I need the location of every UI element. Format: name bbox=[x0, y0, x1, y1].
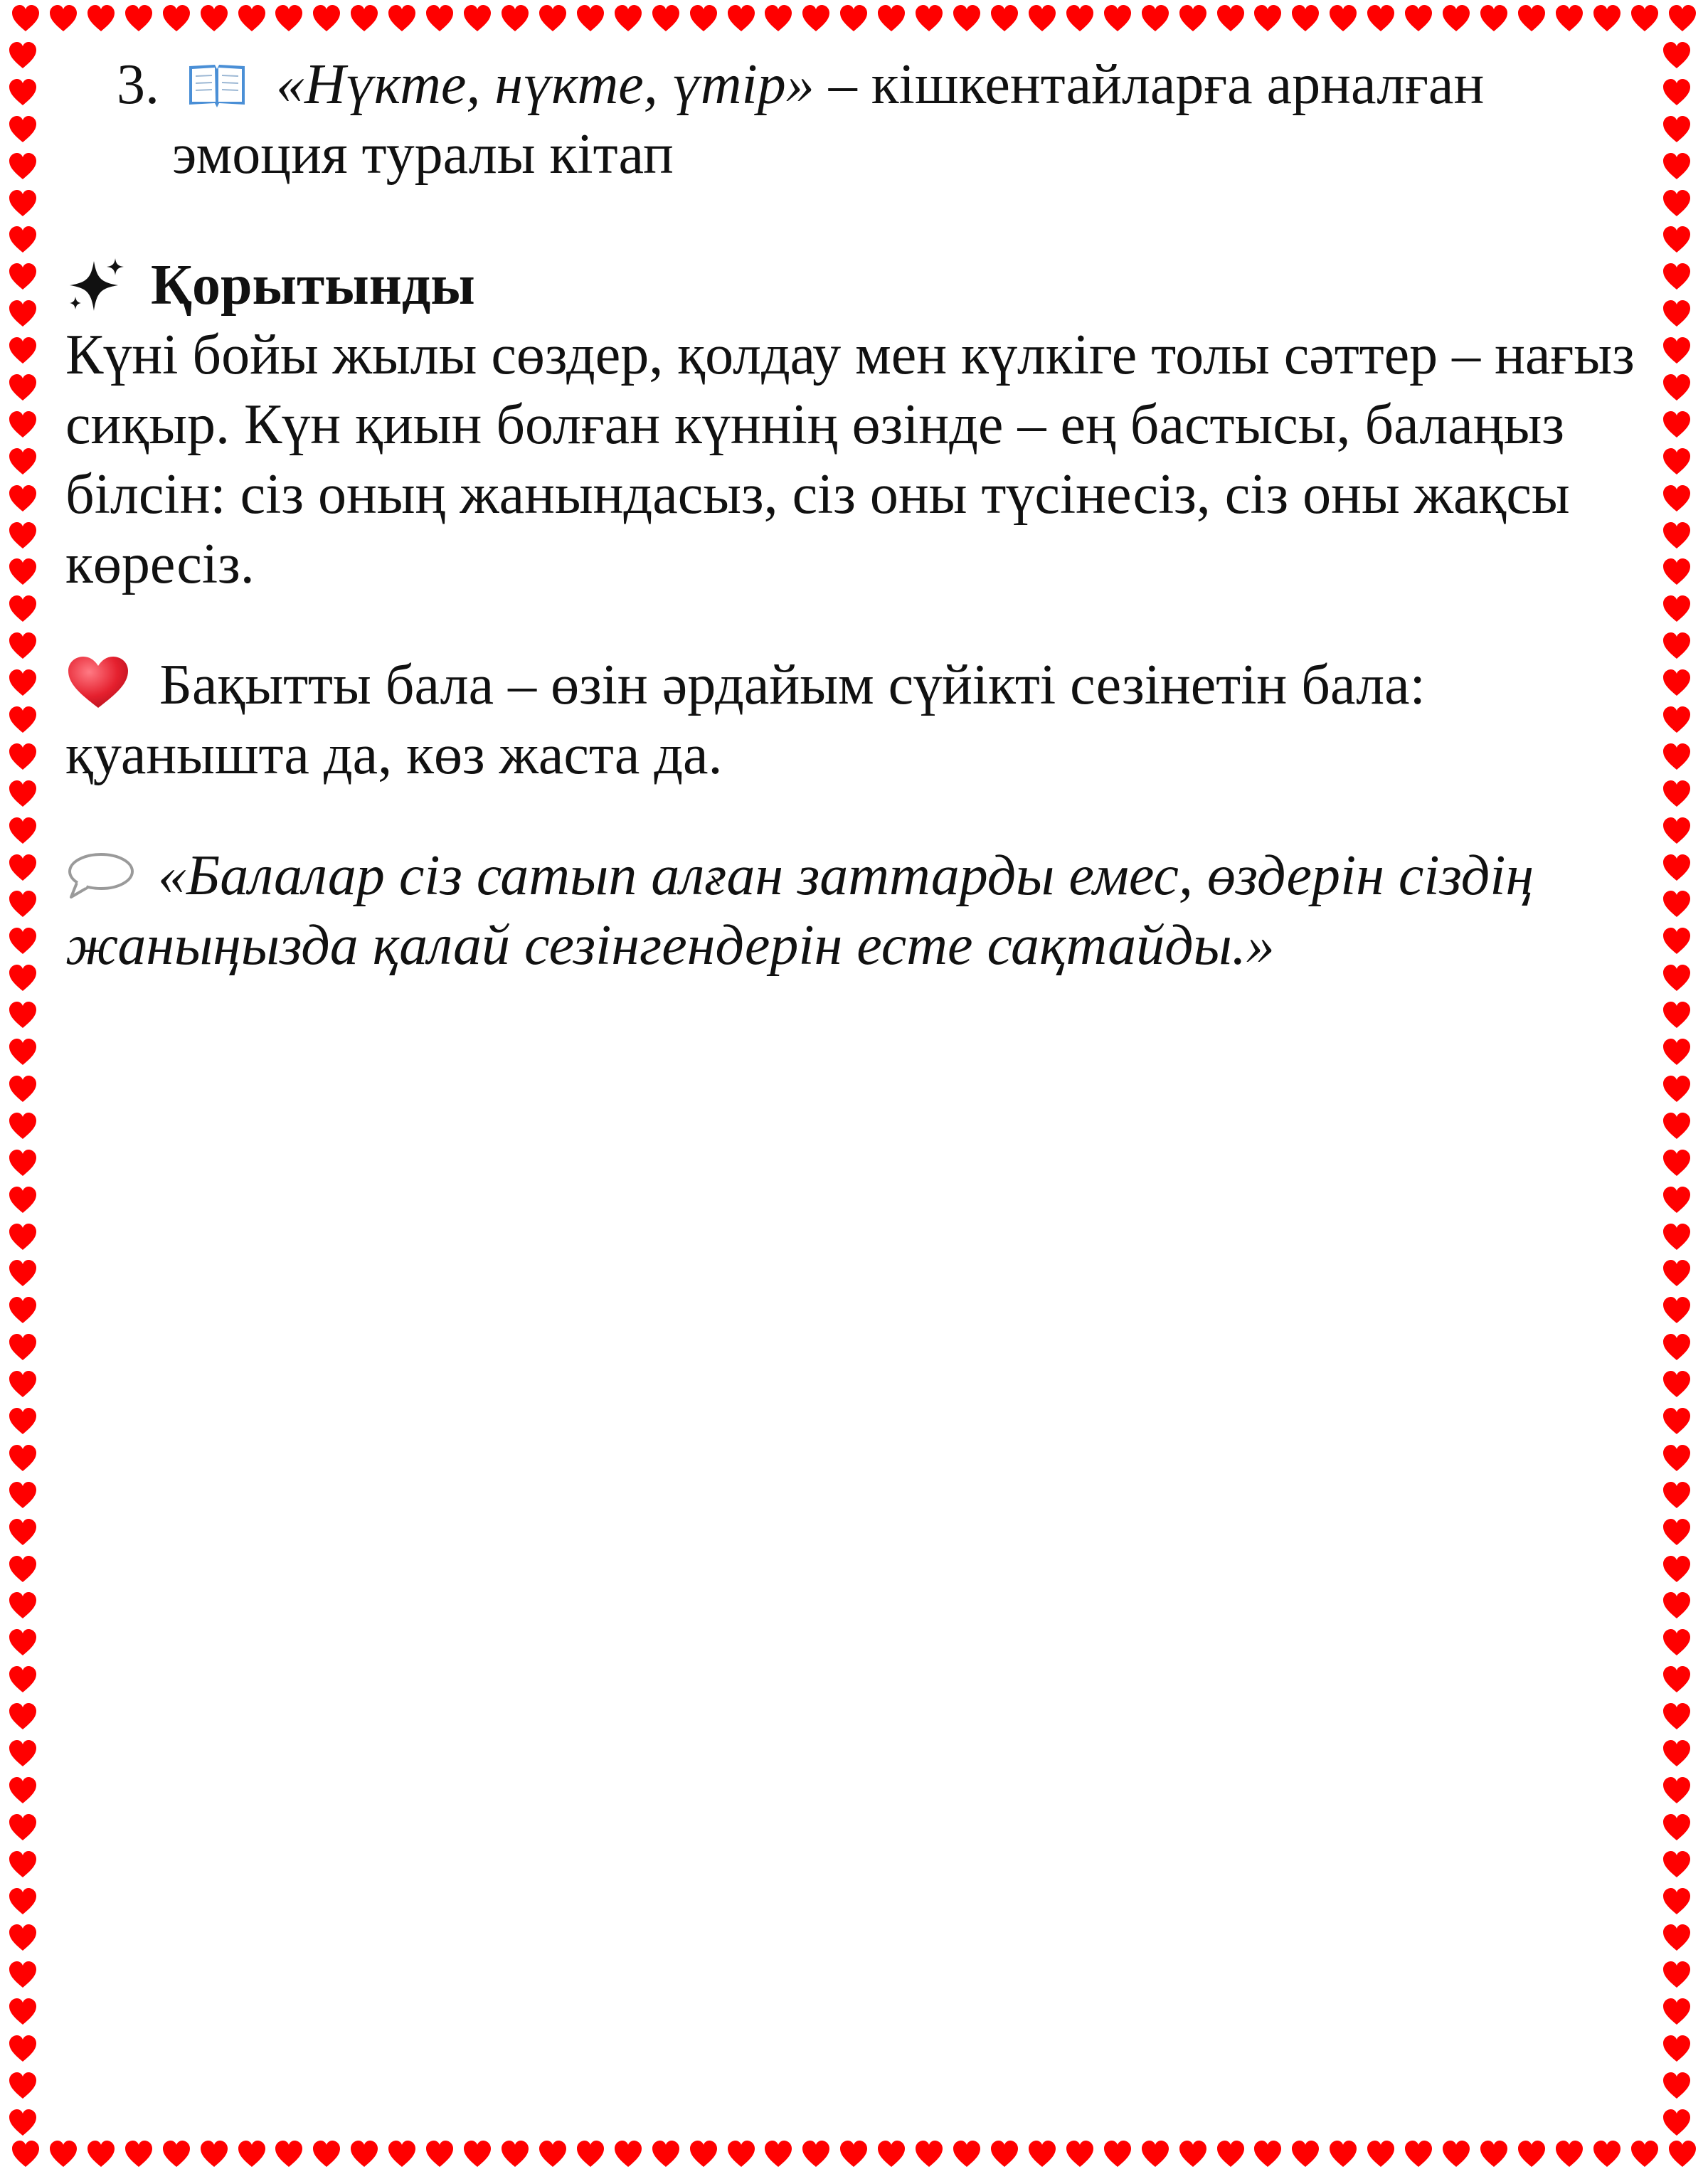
heart-icon bbox=[349, 3, 380, 34]
heart-icon bbox=[575, 2138, 606, 2170]
heart-icon bbox=[7, 852, 38, 884]
heart-icon bbox=[7, 1037, 38, 1068]
heart-icon bbox=[7, 1701, 38, 1732]
heart-icon bbox=[612, 2138, 644, 2170]
heart-icon bbox=[7, 372, 38, 403]
page-content bbox=[65, 50, 1645, 980]
heart-icon bbox=[1667, 2138, 1698, 2170]
heart-icon bbox=[7, 151, 38, 182]
heart-icon bbox=[1661, 1443, 1692, 1474]
heart-icon bbox=[7, 1554, 38, 1585]
heart-icon bbox=[1661, 188, 1692, 219]
book-description-cont: эмоция туралы кітап bbox=[172, 123, 674, 186]
heart-icon bbox=[1661, 1922, 1692, 1953]
heart-icon bbox=[1102, 2138, 1133, 2170]
heart-icon bbox=[1661, 2107, 1692, 2138]
heart-icon bbox=[7, 556, 38, 588]
heart-icon bbox=[7, 1258, 38, 1289]
heart-icon bbox=[876, 3, 907, 34]
heart-icon bbox=[1441, 2138, 1472, 2170]
heart-icon bbox=[7, 224, 38, 255]
conclusion-heading bbox=[65, 250, 1645, 320]
heart-icon bbox=[951, 2138, 982, 2170]
heart-icon bbox=[1661, 520, 1692, 551]
happy-child-paragraph bbox=[65, 650, 1645, 790]
heart-icon bbox=[424, 2138, 455, 2170]
heart-icon bbox=[989, 3, 1020, 34]
heart-icon bbox=[876, 2138, 907, 2170]
heart-icon bbox=[1661, 1295, 1692, 1326]
heart-icon bbox=[1252, 3, 1283, 34]
list-number: 3. bbox=[117, 53, 159, 116]
heart-icon bbox=[1629, 2138, 1660, 2170]
heart-icon bbox=[1661, 2070, 1692, 2101]
heart-icon bbox=[7, 1184, 38, 1216]
heart-icon bbox=[650, 3, 681, 34]
heart-icon bbox=[7, 1775, 38, 1806]
happy-child-text: Бақытты бала – өзін әрдайым сүйікті сезінетін бала: қуанышта да, көз жаста да. bbox=[65, 654, 1426, 786]
heart-icon bbox=[1661, 1147, 1692, 1179]
heart-icon bbox=[462, 3, 493, 34]
heart-icon bbox=[1365, 2138, 1396, 2170]
heart-icon bbox=[1661, 40, 1692, 71]
heart-icon bbox=[1554, 2138, 1585, 2170]
heart-icon bbox=[7, 114, 38, 145]
heart-icon bbox=[386, 3, 418, 34]
heart-icon bbox=[1290, 2138, 1321, 2170]
heart-icon bbox=[386, 2138, 418, 2170]
heart-icon bbox=[499, 2138, 531, 2170]
heart-icon bbox=[1661, 1184, 1692, 1216]
quote-paragraph bbox=[65, 841, 1645, 980]
red-heart-icon bbox=[65, 654, 131, 711]
heart-icon bbox=[1661, 630, 1692, 662]
heart-icon bbox=[48, 2138, 79, 2170]
heart-icon bbox=[1629, 3, 1660, 34]
heart-icon bbox=[1661, 1073, 1692, 1105]
heart-icon bbox=[1661, 667, 1692, 699]
heart-icon bbox=[1478, 3, 1510, 34]
heart-icon bbox=[1554, 3, 1585, 34]
heart-icon bbox=[1661, 1701, 1692, 1732]
heart-icon bbox=[7, 335, 38, 366]
heart-icon bbox=[1661, 114, 1692, 145]
heart-icon bbox=[7, 963, 38, 994]
heart-icon bbox=[1661, 151, 1692, 182]
heart-icon bbox=[1661, 1000, 1692, 1031]
heart-icon bbox=[198, 2138, 230, 2170]
heart-icon bbox=[1661, 778, 1692, 810]
heart-icon bbox=[1661, 1590, 1692, 1621]
heart-icon bbox=[838, 2138, 869, 2170]
heart-icon bbox=[123, 3, 154, 34]
heart-icon bbox=[7, 926, 38, 957]
heart-icon bbox=[7, 77, 38, 108]
heart-icon bbox=[7, 409, 38, 440]
heart-icon bbox=[1661, 815, 1692, 847]
heart-border-bottom bbox=[0, 2138, 1708, 2178]
heart-icon bbox=[7, 1110, 38, 1142]
heart-icon bbox=[236, 2138, 267, 2170]
heart-icon bbox=[1661, 1332, 1692, 1363]
heart-icon bbox=[7, 1073, 38, 1105]
heart-icon bbox=[7, 2070, 38, 2101]
heart-icon bbox=[1661, 741, 1692, 773]
heart-icon bbox=[7, 446, 38, 477]
heart-icon bbox=[1403, 2138, 1434, 2170]
conclusion-body: Күні бойы жылы сөздер, қолдау мен күлкіге толы сәттер – нағыз сиқыр. Күн қиын болған күннің өзінде – ең бастысы, балаңыз білсін: сіз оның жанындасыз, сіз оны түсінесіз, сіз оны жақсы көресіз. bbox=[65, 324, 1635, 595]
heart-icon bbox=[7, 741, 38, 773]
heart-icon bbox=[7, 1406, 38, 1437]
heart-icon bbox=[7, 1959, 38, 1990]
heart-icon bbox=[838, 3, 869, 34]
heart-icon bbox=[1661, 1812, 1692, 1843]
heart-icon bbox=[1661, 1959, 1692, 1990]
heart-icon bbox=[1140, 3, 1171, 34]
heart-icon bbox=[7, 1627, 38, 1658]
heart-icon bbox=[1661, 1369, 1692, 1400]
heart-icon bbox=[913, 2138, 945, 2170]
heart-icon bbox=[688, 3, 719, 34]
heart-icon bbox=[1027, 3, 1058, 34]
heart-icon bbox=[1027, 2138, 1058, 2170]
heart-icon bbox=[1516, 2138, 1547, 2170]
heart-icon bbox=[1661, 1996, 1692, 2027]
heart-icon bbox=[1327, 2138, 1359, 2170]
heart-icon bbox=[161, 3, 192, 34]
heart-icon bbox=[537, 2138, 568, 2170]
heart-icon bbox=[1661, 1554, 1692, 1585]
heart-icon bbox=[1327, 3, 1359, 34]
heart-icon bbox=[1667, 3, 1698, 34]
heart-icon bbox=[311, 2138, 342, 2170]
heart-icon bbox=[7, 667, 38, 699]
heart-icon bbox=[7, 1812, 38, 1843]
heart-icon bbox=[1661, 1221, 1692, 1253]
heart-icon bbox=[1661, 1517, 1692, 1548]
heart-icon bbox=[1661, 261, 1692, 292]
heart-icon bbox=[462, 2138, 493, 2170]
heart-icon bbox=[349, 2138, 380, 2170]
heart-icon bbox=[1661, 77, 1692, 108]
speech-bubble-icon bbox=[65, 850, 135, 901]
heart-icon bbox=[989, 2138, 1020, 2170]
heart-icon bbox=[85, 2138, 117, 2170]
heart-icon bbox=[10, 3, 41, 34]
heart-icon bbox=[1661, 1886, 1692, 1917]
heart-icon bbox=[1365, 3, 1396, 34]
heart-icon bbox=[48, 3, 79, 34]
heart-icon bbox=[7, 704, 38, 736]
heart-icon bbox=[123, 2138, 154, 2170]
heart-icon bbox=[1177, 3, 1209, 34]
heart-icon bbox=[1064, 2138, 1096, 2170]
heart-icon bbox=[7, 1664, 38, 1695]
heart-icon bbox=[951, 3, 982, 34]
book-title: «Нүкте, нүкте, үтір» bbox=[276, 53, 815, 116]
heart-icon bbox=[1661, 852, 1692, 884]
heart-icon bbox=[1661, 1110, 1692, 1142]
book-description: – кішкентайларға арналған bbox=[828, 53, 1485, 116]
heart-icon bbox=[7, 1996, 38, 2027]
heart-icon bbox=[7, 2107, 38, 2138]
heart-icon bbox=[1661, 409, 1692, 440]
heart-icon bbox=[726, 2138, 757, 2170]
heart-icon bbox=[7, 261, 38, 292]
heart-border-left bbox=[7, 40, 47, 2138]
list-item-book bbox=[65, 50, 1645, 120]
heart-icon bbox=[7, 188, 38, 219]
heart-border-right bbox=[1661, 40, 1701, 2138]
heart-icon bbox=[7, 1922, 38, 1953]
heart-icon bbox=[499, 3, 531, 34]
heart-icon bbox=[1441, 3, 1472, 34]
heart-icon bbox=[1140, 2138, 1171, 2170]
heart-icon bbox=[800, 2138, 832, 2170]
heart-icon bbox=[726, 3, 757, 34]
heart-icon bbox=[1177, 2138, 1209, 2170]
heart-icon bbox=[7, 1147, 38, 1179]
heart-icon bbox=[763, 3, 794, 34]
heart-icon bbox=[161, 2138, 192, 2170]
heart-icon bbox=[7, 520, 38, 551]
heart-icon bbox=[7, 483, 38, 514]
heart-icon bbox=[273, 2138, 304, 2170]
heart-icon bbox=[424, 3, 455, 34]
heart-icon bbox=[1102, 3, 1133, 34]
heart-icon bbox=[1661, 1627, 1692, 1658]
heart-icon bbox=[537, 3, 568, 34]
heart-icon bbox=[1661, 1849, 1692, 1880]
heart-icon bbox=[7, 630, 38, 662]
heart-icon bbox=[7, 1332, 38, 1363]
heart-icon bbox=[612, 3, 644, 34]
heart-icon bbox=[1290, 3, 1321, 34]
heart-icon bbox=[7, 889, 38, 920]
heart-icon bbox=[1661, 1258, 1692, 1289]
heart-icon bbox=[7, 593, 38, 625]
heart-icon bbox=[1661, 889, 1692, 920]
heart-icon bbox=[273, 3, 304, 34]
heart-icon bbox=[7, 1369, 38, 1400]
heart-icon bbox=[1661, 1738, 1692, 1769]
heart-icon bbox=[1661, 704, 1692, 736]
heart-icon bbox=[1215, 2138, 1246, 2170]
open-book-icon bbox=[186, 60, 248, 110]
heart-icon bbox=[1661, 335, 1692, 366]
heart-icon bbox=[7, 1000, 38, 1031]
heart-icon bbox=[198, 3, 230, 34]
heart-icon bbox=[7, 1295, 38, 1326]
heart-icon bbox=[1661, 1664, 1692, 1695]
heart-icon bbox=[1661, 224, 1692, 255]
heart-icon bbox=[7, 298, 38, 329]
heart-icon bbox=[10, 2138, 41, 2170]
heart-icon bbox=[1252, 2138, 1283, 2170]
heart-icon bbox=[85, 3, 117, 34]
heart-icon bbox=[7, 40, 38, 71]
heart-border-top bbox=[0, 3, 1708, 43]
heart-icon bbox=[1661, 593, 1692, 625]
heart-icon bbox=[7, 1849, 38, 1880]
heart-icon bbox=[7, 1590, 38, 1621]
heart-icon bbox=[1478, 2138, 1510, 2170]
heart-icon bbox=[7, 1517, 38, 1548]
heart-icon bbox=[7, 1221, 38, 1253]
heart-icon bbox=[1661, 963, 1692, 994]
heart-icon bbox=[1661, 1480, 1692, 1511]
heart-icon bbox=[1661, 446, 1692, 477]
heart-icon bbox=[650, 2138, 681, 2170]
heart-icon bbox=[1661, 1037, 1692, 1068]
heart-icon bbox=[7, 1443, 38, 1474]
heart-icon bbox=[1591, 3, 1623, 34]
heart-icon bbox=[7, 1738, 38, 1769]
heart-icon bbox=[1661, 298, 1692, 329]
heart-icon bbox=[7, 815, 38, 847]
heart-icon bbox=[7, 1480, 38, 1511]
conclusion-title: Қорытынды bbox=[151, 254, 475, 317]
heart-icon bbox=[800, 3, 832, 34]
heart-icon bbox=[1661, 926, 1692, 957]
heart-icon bbox=[236, 3, 267, 34]
heart-icon bbox=[913, 3, 945, 34]
heart-icon bbox=[1661, 556, 1692, 588]
heart-icon bbox=[1661, 1775, 1692, 1806]
heart-icon bbox=[763, 2138, 794, 2170]
sparkles-icon bbox=[65, 257, 127, 314]
heart-icon bbox=[1661, 1406, 1692, 1437]
heart-icon bbox=[688, 2138, 719, 2170]
heart-icon bbox=[1661, 2033, 1692, 2064]
heart-icon bbox=[7, 2033, 38, 2064]
heart-icon bbox=[1215, 3, 1246, 34]
heart-icon bbox=[1661, 483, 1692, 514]
heart-icon bbox=[575, 3, 606, 34]
heart-icon bbox=[1516, 3, 1547, 34]
heart-icon bbox=[311, 3, 342, 34]
heart-icon bbox=[1064, 3, 1096, 34]
heart-icon bbox=[7, 778, 38, 810]
heart-icon bbox=[1403, 3, 1434, 34]
heart-icon bbox=[1591, 2138, 1623, 2170]
heart-icon bbox=[1661, 372, 1692, 403]
quote-text: «Балалар сіз сатып алған заттарды емес, өздерін сіздің жаныңызда қалай сезінгендерін есте сақтайды.» bbox=[65, 844, 1534, 977]
heart-icon bbox=[7, 1886, 38, 1917]
